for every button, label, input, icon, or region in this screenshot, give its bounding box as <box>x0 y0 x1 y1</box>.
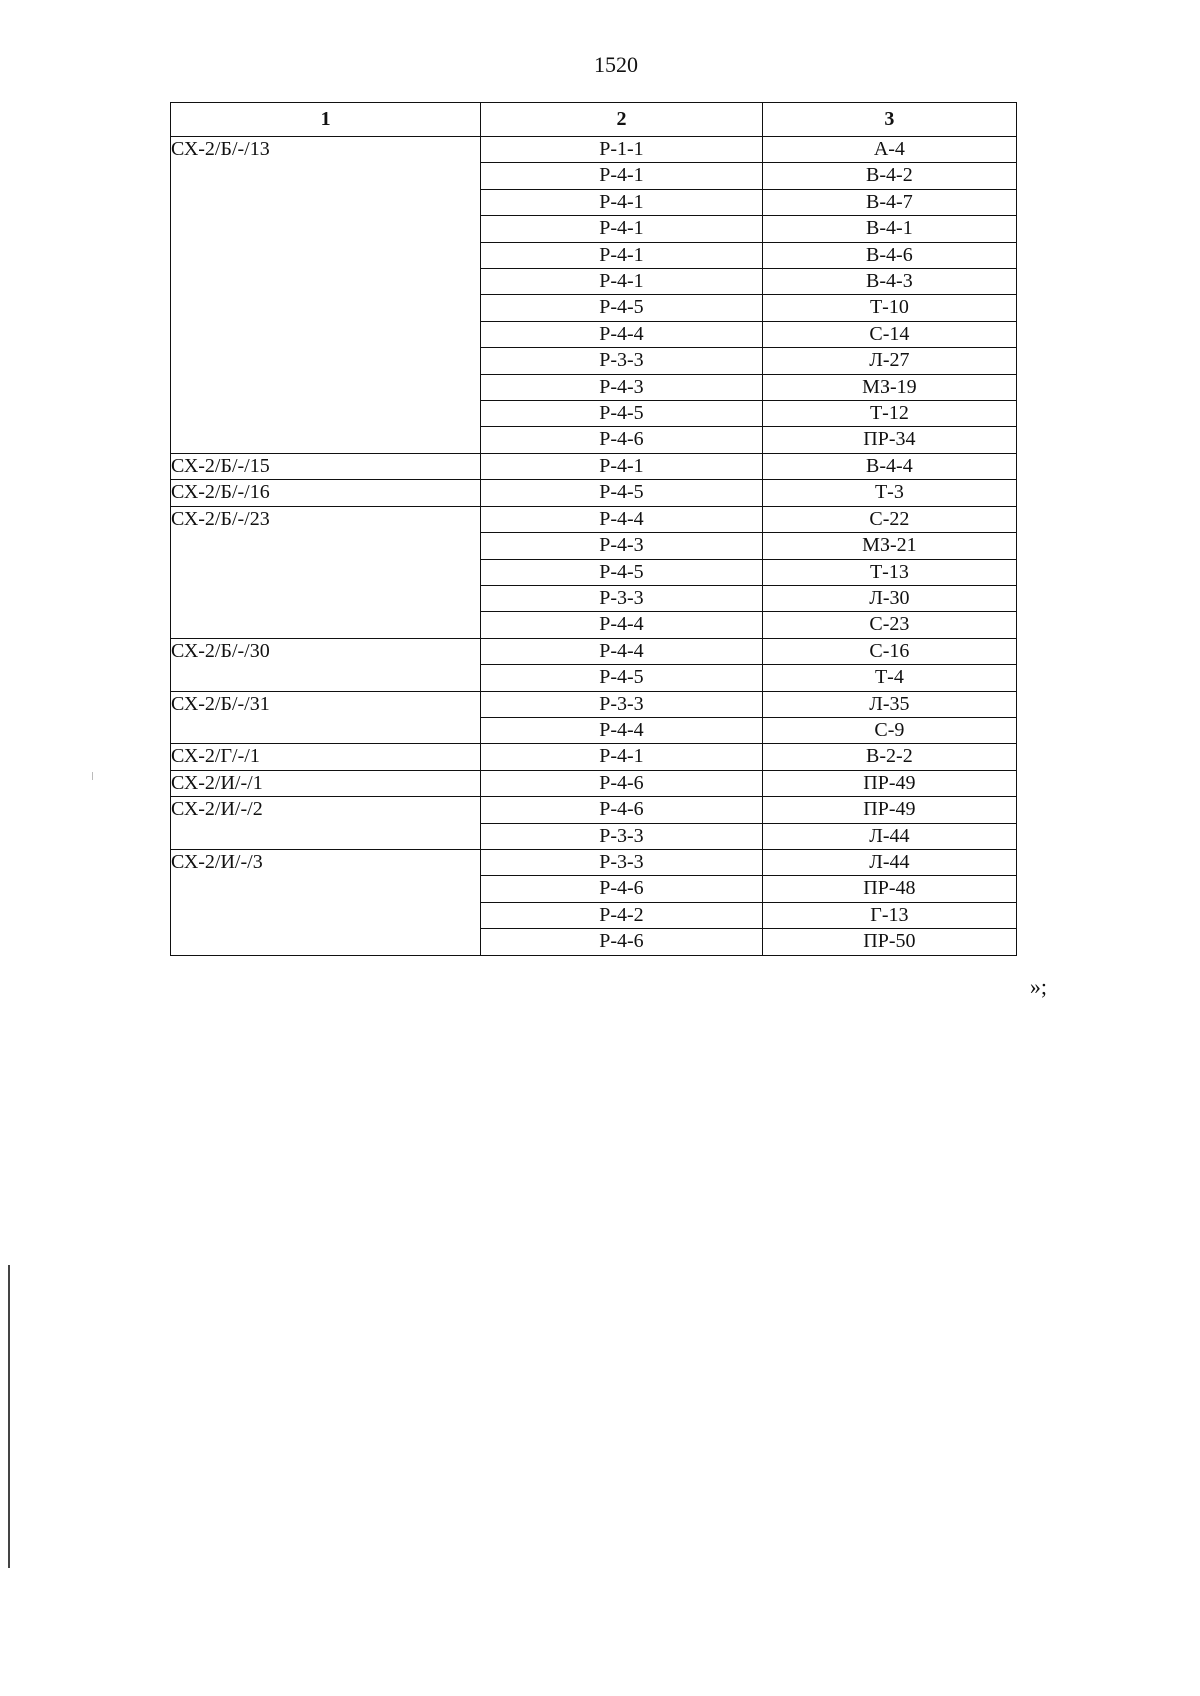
row-item-cell: Л-44 <box>762 823 1016 849</box>
row-item-cell: Т-10 <box>762 295 1016 321</box>
row-section-cell: Р-4-1 <box>481 453 763 479</box>
table-row <box>171 638 1017 664</box>
table-row <box>171 480 1017 506</box>
row-item-cell: ПР-48 <box>762 876 1016 902</box>
row-item-cell: В-4-2 <box>762 163 1016 189</box>
data-table <box>170 102 1017 956</box>
row-item-cell: ПР-50 <box>762 929 1016 955</box>
row-section-cell: Р-4-1 <box>481 269 763 295</box>
column-header-2: 2 <box>481 103 763 137</box>
row-item-cell: С-16 <box>762 638 1016 664</box>
row-code-cell: СХ-2/Б/-/23 <box>171 506 481 638</box>
row-section-cell: Р-4-1 <box>481 242 763 268</box>
row-item-cell: В-4-3 <box>762 269 1016 295</box>
table-row <box>171 691 1017 717</box>
row-item-cell: МЗ-19 <box>762 374 1016 400</box>
row-section-cell: Р-4-1 <box>481 163 763 189</box>
row-item-cell: В-4-4 <box>762 453 1016 479</box>
row-section-cell: Р-4-1 <box>481 189 763 215</box>
row-section-cell: Р-3-3 <box>481 691 763 717</box>
scan-margin-mark <box>92 772 93 780</box>
row-section-cell: Р-4-3 <box>481 533 763 559</box>
row-item-cell: С-22 <box>762 506 1016 532</box>
row-section-cell: Р-4-5 <box>481 401 763 427</box>
row-item-cell: Л-35 <box>762 691 1016 717</box>
row-section-cell: Р-4-6 <box>481 876 763 902</box>
row-section-cell: Р-4-4 <box>481 321 763 347</box>
row-item-cell: Л-44 <box>762 849 1016 875</box>
row-item-cell: Т-4 <box>762 665 1016 691</box>
row-code-cell: СХ-2/Б/-/16 <box>171 480 481 506</box>
row-item-cell: В-4-6 <box>762 242 1016 268</box>
row-section-cell: Р-4-6 <box>481 427 763 453</box>
row-code-cell: СХ-2/Б/-/13 <box>171 137 481 454</box>
row-item-cell: Л-30 <box>762 585 1016 611</box>
scan-margin-line <box>8 1265 10 1568</box>
row-item-cell: В-4-7 <box>762 189 1016 215</box>
row-code-cell: СХ-2/И/-/3 <box>171 849 481 955</box>
row-section-cell: Р-4-6 <box>481 770 763 796</box>
row-section-cell: Р-4-4 <box>481 506 763 532</box>
row-section-cell: Р-4-5 <box>481 480 763 506</box>
row-code-cell: СХ-2/Г/-/1 <box>171 744 481 770</box>
row-section-cell: Р-4-1 <box>481 216 763 242</box>
row-item-cell: МЗ-21 <box>762 533 1016 559</box>
row-item-cell: Л-27 <box>762 348 1016 374</box>
column-header-1: 1 <box>171 103 481 137</box>
row-item-cell: В-2-2 <box>762 744 1016 770</box>
row-section-cell: Р-3-3 <box>481 348 763 374</box>
row-code-cell: СХ-2/Б/-/15 <box>171 453 481 479</box>
row-code-cell: СХ-2/И/-/2 <box>171 797 481 850</box>
row-item-cell: ПР-34 <box>762 427 1016 453</box>
column-header-3: 3 <box>762 103 1016 137</box>
row-section-cell: Р-3-3 <box>481 849 763 875</box>
row-section-cell: Р-4-5 <box>481 665 763 691</box>
row-item-cell: ПР-49 <box>762 770 1016 796</box>
row-section-cell: Р-4-2 <box>481 902 763 928</box>
row-item-cell: С-23 <box>762 612 1016 638</box>
row-code-cell: СХ-2/Б/-/30 <box>171 638 481 691</box>
row-item-cell: Т-13 <box>762 559 1016 585</box>
row-section-cell: Р-4-4 <box>481 638 763 664</box>
row-item-cell: А-4 <box>762 137 1016 163</box>
table-body <box>171 137 1017 956</box>
row-item-cell: Т-3 <box>762 480 1016 506</box>
row-item-cell: Т-12 <box>762 401 1016 427</box>
row-section-cell: Р-1-1 <box>481 137 763 163</box>
row-section-cell: Р-4-4 <box>481 612 763 638</box>
table-row <box>171 770 1017 796</box>
row-section-cell: Р-4-3 <box>481 374 763 400</box>
row-section-cell: Р-4-5 <box>481 295 763 321</box>
row-section-cell: Р-3-3 <box>481 823 763 849</box>
closing-quote: »; <box>1029 974 1047 999</box>
table-header-row <box>171 103 1017 137</box>
row-section-cell: Р-4-4 <box>481 717 763 743</box>
table-row <box>171 797 1017 823</box>
page-number: 1520 <box>594 52 638 77</box>
table-row <box>171 137 1017 163</box>
row-item-cell: В-4-1 <box>762 216 1016 242</box>
table-row <box>171 453 1017 479</box>
row-code-cell: СХ-2/И/-/1 <box>171 770 481 796</box>
table-row <box>171 506 1017 532</box>
row-section-cell: Р-3-3 <box>481 585 763 611</box>
row-item-cell: ПР-49 <box>762 797 1016 823</box>
table-row <box>171 744 1017 770</box>
row-item-cell: С-14 <box>762 321 1016 347</box>
row-section-cell: Р-4-1 <box>481 744 763 770</box>
table-row <box>171 849 1017 875</box>
row-section-cell: Р-4-6 <box>481 929 763 955</box>
row-code-cell: СХ-2/Б/-/31 <box>171 691 481 744</box>
row-section-cell: Р-4-5 <box>481 559 763 585</box>
row-item-cell: С-9 <box>762 717 1016 743</box>
row-item-cell: Г-13 <box>762 902 1016 928</box>
row-section-cell: Р-4-6 <box>481 797 763 823</box>
